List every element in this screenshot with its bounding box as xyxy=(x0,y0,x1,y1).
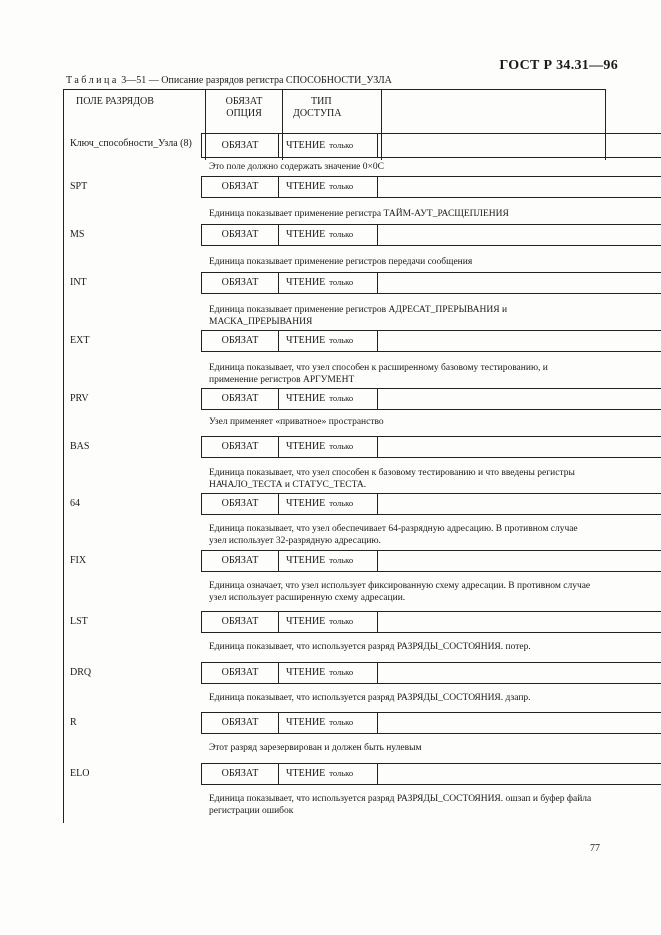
cell-divider xyxy=(377,764,378,784)
field-name: SPT xyxy=(70,181,88,192)
cell-divider xyxy=(278,713,279,733)
access-type: ЧТЕНИЕ xyxy=(286,229,326,240)
required-cell: ОБЯЗАТ xyxy=(221,717,259,728)
access-cell xyxy=(286,498,353,509)
field-name: PRV xyxy=(70,393,89,404)
table-caption xyxy=(66,75,392,86)
access-type: ЧТЕНИЕ xyxy=(286,717,326,728)
caption-dash: — xyxy=(148,75,159,86)
access-type: ЧТЕНИЕ xyxy=(286,555,326,566)
access-cell xyxy=(286,768,353,779)
access-type: ЧТЕНИЕ xyxy=(286,277,326,288)
cell-divider xyxy=(278,437,279,457)
access-type: ЧТЕНИЕ xyxy=(286,616,326,627)
access-line-1: ТИП xyxy=(311,96,332,107)
access-note: только xyxy=(329,277,354,287)
required-cell: ОБЯЗАТ xyxy=(221,393,259,404)
row-attributes xyxy=(201,388,661,410)
required-cell: ОБЯЗАТ xyxy=(221,140,259,151)
access-note: только xyxy=(329,441,354,451)
cell-divider xyxy=(278,177,279,197)
access-cell xyxy=(286,667,353,678)
cell-divider xyxy=(278,225,279,245)
required-line-1: ОБЯЗАТ xyxy=(225,96,263,107)
field-description: Этот разряд зарезервирован и должен быть нулевым xyxy=(209,743,422,753)
access-cell xyxy=(286,555,353,566)
access-note: только xyxy=(329,393,354,403)
row-attributes xyxy=(201,176,661,198)
row-attributes xyxy=(201,763,661,785)
access-note: только xyxy=(329,616,354,626)
required-cell: ОБЯЗАТ xyxy=(221,555,259,566)
column-header-required xyxy=(206,96,282,120)
field-description: Единица означает, что узел использует фиксированную схему адресации. В противном случае узел использует расширенную схему адресации. xyxy=(209,581,591,603)
field-description: Это поле должно содержать значение 0×0C xyxy=(209,162,384,172)
field-name: INT xyxy=(70,277,87,288)
cell-divider xyxy=(278,273,279,293)
field-description: Единица показывает, что используется разряд РАЗРЯДЫ_СОСТОЯНИЯ. потер. xyxy=(209,642,531,652)
cell-divider xyxy=(377,177,378,197)
access-cell xyxy=(286,717,353,728)
required-cell: ОБЯЗАТ xyxy=(221,229,259,240)
access-note: только xyxy=(329,229,354,239)
access-cell xyxy=(286,277,353,288)
access-line-2: ДОСТУПА xyxy=(293,108,342,119)
standard-designation: ГОСТ Р 34.31—96 xyxy=(499,58,618,73)
access-note: только xyxy=(329,667,354,677)
required-cell: ОБЯЗАТ xyxy=(221,441,259,452)
cell-divider xyxy=(377,437,378,457)
required-cell: ОБЯЗАТ xyxy=(221,498,259,509)
table-top-border xyxy=(63,89,606,90)
access-type: ЧТЕНИЕ xyxy=(286,393,326,404)
cell-divider xyxy=(377,389,378,409)
field-description: Узел применяет «приватное» пространство xyxy=(209,417,384,427)
cell-divider xyxy=(278,663,279,683)
table-title: Описание разрядов регистра СПОСОБНОСТИ_УЗЛА xyxy=(161,75,392,86)
access-cell xyxy=(286,181,353,192)
access-note: только xyxy=(329,717,354,727)
row-attributes xyxy=(201,550,661,572)
cell-divider xyxy=(377,134,378,157)
access-type: ЧТЕНИЕ xyxy=(286,335,326,346)
cell-divider xyxy=(377,551,378,571)
access-note: только xyxy=(329,498,354,508)
access-type: ЧТЕНИЕ xyxy=(286,140,326,151)
column-header-field: ПОЛЕ РАЗРЯДОВ xyxy=(76,96,154,107)
row-attributes xyxy=(201,662,661,684)
access-type: ЧТЕНИЕ xyxy=(286,768,326,779)
field-description: Единица показывает, что используется разряд РАЗРЯДЫ_СОСТОЯНИЯ. дзапр. xyxy=(209,693,531,703)
cell-divider xyxy=(278,494,279,514)
field-description: Единица показывает применение регистра ТАЙМ-АУТ_РАСЩЕПЛЕНИЯ xyxy=(209,209,509,219)
access-type: ЧТЕНИЕ xyxy=(286,181,326,192)
required-cell: ОБЯЗАТ xyxy=(221,181,259,192)
access-type: ЧТЕНИЕ xyxy=(286,667,326,678)
access-note: только xyxy=(329,768,354,778)
field-description: Единица показывает, что используется разряд РАЗРЯДЫ_СОСТОЯНИЯ. ошзап и буфер файла регистрации ошибок xyxy=(209,794,592,816)
field-name: ELO xyxy=(70,768,90,779)
row-attributes xyxy=(201,133,661,158)
column-header-access xyxy=(283,96,392,120)
field-description: Единица показывает, что узел способен к расширенному базовому тестированию, и применение регистров АРГУМЕНТ xyxy=(209,363,548,385)
row-attributes xyxy=(201,272,661,294)
cell-divider xyxy=(278,134,279,157)
cell-divider xyxy=(278,612,279,632)
field-description: Единица показывает, что узел обеспечивает 64-разрядную адресацию. В противном случае узел использует 32-разрядную адресацию. xyxy=(209,524,578,546)
cell-divider xyxy=(377,273,378,293)
row-attributes xyxy=(201,712,661,734)
table-number: 3—51 xyxy=(121,75,147,86)
row-attributes xyxy=(201,436,661,458)
access-cell xyxy=(286,229,353,240)
access-cell xyxy=(286,335,353,346)
cell-divider xyxy=(377,331,378,351)
field-name: FIX xyxy=(70,555,87,566)
cell-divider xyxy=(377,225,378,245)
field-name: DRQ xyxy=(70,667,92,678)
required-cell: ОБЯЗАТ xyxy=(221,335,259,346)
access-note: только xyxy=(329,140,354,150)
access-type: ЧТЕНИЕ xyxy=(286,441,326,452)
field-description: Единица показывает применение регистров передачи сообщения xyxy=(209,257,473,267)
access-cell xyxy=(286,441,353,452)
cell-divider xyxy=(278,764,279,784)
cell-divider xyxy=(377,663,378,683)
field-name: EXT xyxy=(70,335,90,346)
access-note: только xyxy=(329,335,354,345)
required-cell: ОБЯЗАТ xyxy=(221,277,259,288)
field-name: 64 xyxy=(70,498,80,509)
cell-divider xyxy=(377,494,378,514)
required-cell: ОБЯЗАТ xyxy=(221,667,259,678)
cell-divider xyxy=(278,389,279,409)
field-name: Ключ_способности_Узла (8) xyxy=(70,138,192,149)
table-prefix: Таблица xyxy=(66,75,119,86)
cell-divider xyxy=(377,713,378,733)
required-line-2: ОПЦИЯ xyxy=(226,108,262,119)
access-cell xyxy=(286,616,353,627)
field-name: R xyxy=(70,717,77,728)
page-number: 77 xyxy=(590,843,600,854)
field-name: MS xyxy=(70,229,85,240)
cell-divider xyxy=(377,612,378,632)
field-name: BAS xyxy=(70,441,90,452)
row-attributes xyxy=(201,330,661,352)
cell-divider xyxy=(278,551,279,571)
field-description: Единица показывает, что узел способен к базовому тестированию и что введены регистры НАЧАЛО_ТЕСТА и СТАТУС_ТЕСТА. xyxy=(209,468,575,490)
required-cell: ОБЯЗАТ xyxy=(221,616,259,627)
access-cell xyxy=(286,393,353,404)
required-cell: ОБЯЗАТ xyxy=(221,768,259,779)
row-attributes xyxy=(201,224,661,246)
access-note: только xyxy=(329,555,354,565)
field-description: Единица показывает применение регистров АДРЕСАТ_ПРЕРЫВАНИЯ и МАСКА_ПРЕРЫВАНИЯ xyxy=(209,305,508,327)
table-left-border xyxy=(63,89,64,823)
access-type: ЧТЕНИЕ xyxy=(286,498,326,509)
access-note: только xyxy=(329,181,354,191)
cell-divider xyxy=(278,331,279,351)
row-attributes xyxy=(201,611,661,633)
row-attributes xyxy=(201,493,661,515)
field-name: LST xyxy=(70,616,88,627)
access-cell xyxy=(286,140,353,151)
